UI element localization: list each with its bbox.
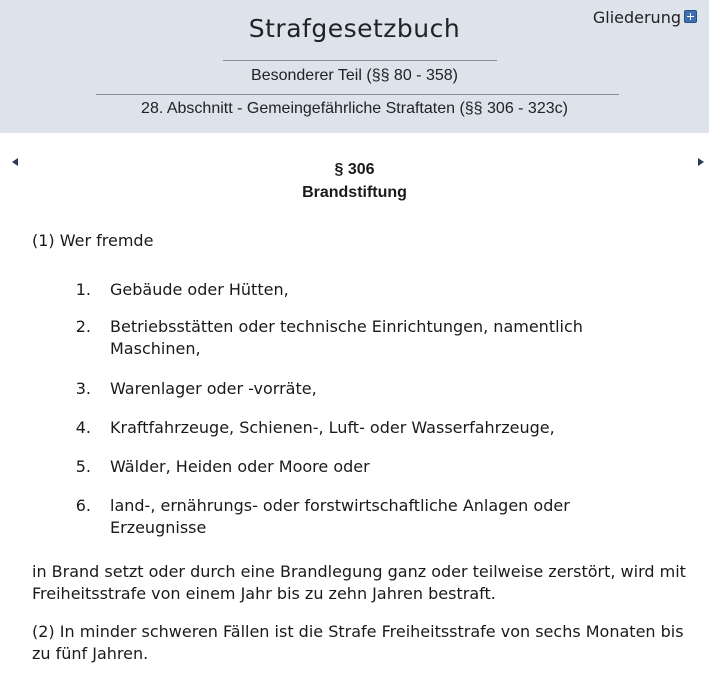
list-item-text: Betriebsstätten oder technische Einrichtungen, namentlich Maschinen,	[110, 317, 583, 358]
list-item-number: 4.	[75, 418, 91, 437]
list-item-text: Gebäude oder Hütten,	[110, 280, 289, 299]
outline-link[interactable]	[593, 8, 697, 27]
expand-plus-icon[interactable]	[684, 10, 697, 23]
list-item-number: 1.	[75, 280, 91, 299]
list-item-number: 3.	[75, 379, 91, 398]
part-breadcrumb[interactable]: Besonderer Teil (§§ 80 - 358)	[251, 67, 458, 84]
subsection-1-lead: (1) Wer fremde	[32, 231, 154, 250]
paragraph-title: Brandstiftung	[302, 184, 407, 201]
outline-label[interactable]: Gliederung	[592, 8, 681, 27]
list-item-text: land-, ernährungs- oder forstwirtschaftliche Anlagen oder Erzeugnisse	[110, 496, 570, 537]
paragraph-number: § 306	[334, 161, 375, 178]
list-item-number: 6.	[75, 496, 91, 515]
list-item-text: Warenlager oder -vorräte,	[110, 379, 317, 398]
section-breadcrumb[interactable]: 28. Abschnitt - Gemeingefährliche Straftaten (§§ 306 - 323c)	[141, 100, 568, 117]
list-item-number: 5.	[75, 457, 91, 476]
list-item-number: 2.	[75, 317, 91, 336]
header-divider-bottom	[96, 94, 619, 95]
subsection-1-tail: in Brand setzt oder durch eine Brandlegung ganz oder teilweise zerstört, wird mit Freiheitsstrafe von einem Jahr bis zu zehn Jahren bestraft.	[32, 562, 686, 603]
header-divider-top	[223, 60, 497, 61]
list-item-text: Kraftfahrzeuge, Schienen-, Luft- oder Wasserfahrzeuge,	[110, 418, 555, 437]
subsection-2: (2) In minder schweren Fällen ist die Strafe Freiheitsstrafe von sechs Monaten bis zu fünf Jahren.	[32, 622, 684, 663]
law-book-title: Strafgesetzbuch	[248, 14, 461, 43]
law-header	[0, 0, 709, 133]
list-item-text: Wälder, Heiden oder Moore oder	[110, 457, 370, 476]
